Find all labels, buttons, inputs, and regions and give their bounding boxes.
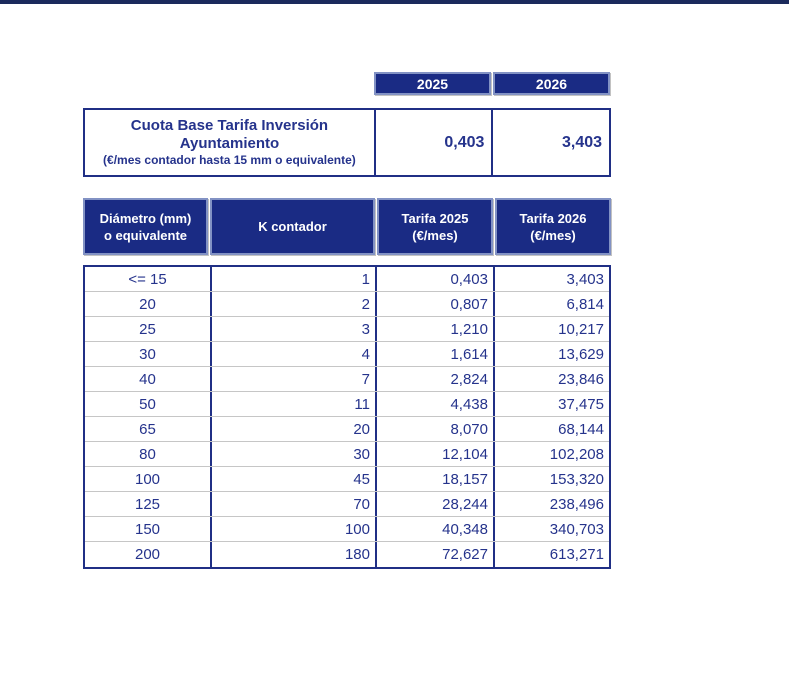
column-header-tarifa-2026 <box>495 198 611 255</box>
cell-diametro: 65 <box>139 420 156 438</box>
cell-diametro: 200 <box>134 546 161 563</box>
cell-k-contador: 1 <box>210 267 375 291</box>
cell-k-contador: 3 <box>210 317 375 341</box>
cell-diametro: 150 <box>134 520 161 538</box>
cell-tarifa-2026: 68,144 <box>493 417 609 441</box>
cell-tarifa-2025: 12,104 <box>375 442 493 466</box>
cell-diametro: <= 15 <box>128 270 167 288</box>
cell-tarifa-2025: 72,627 <box>375 542 493 567</box>
column-header-line: (€/mes) <box>530 227 576 243</box>
cell-k-contador: 180 <box>210 542 375 567</box>
table-row <box>85 467 609 492</box>
cell-k-contador: 20 <box>210 417 375 441</box>
cell-tarifa-2026: 23,846 <box>493 367 609 391</box>
cell-k-contador: 70 <box>210 492 375 516</box>
table-row <box>85 367 609 392</box>
cell-tarifa-2025: 4,438 <box>375 392 493 416</box>
column-header-tarifa-2025 <box>377 198 493 255</box>
year-header-row <box>374 72 610 95</box>
cell-tarifa-2026: 613,271 <box>493 542 609 567</box>
column-header-line: Tarifa 2025 <box>401 210 469 226</box>
cell-tarifa-2025: 8,070 <box>375 417 493 441</box>
column-header-k-contador <box>210 198 375 255</box>
cuota-value-2025: 0,403 <box>374 110 492 175</box>
cell-tarifa-2026: 37,475 <box>493 392 609 416</box>
table-row <box>85 492 609 517</box>
cell-tarifa-2026: 6,814 <box>493 292 609 316</box>
column-header-line: o equivalente <box>103 227 188 243</box>
cuota-base-title <box>85 110 374 175</box>
cell-tarifa-2025: 0,403 <box>375 267 493 291</box>
cell-diametro: 30 <box>139 345 156 363</box>
cell-tarifa-2025: 1,210 <box>375 317 493 341</box>
cell-tarifa-2025: 40,348 <box>375 517 493 541</box>
column-header-line: K contador <box>258 219 327 234</box>
cuota-value-2026: 3,403 <box>491 110 609 175</box>
table-row <box>85 292 609 317</box>
table-row <box>85 392 609 417</box>
cell-tarifa-2026: 238,496 <box>493 492 609 516</box>
table-header-row <box>83 198 611 255</box>
cell-diametro: 100 <box>134 470 161 488</box>
cell-k-contador: 45 <box>210 467 375 491</box>
cell-tarifa-2025: 28,244 <box>375 492 493 516</box>
cuota-base-box <box>83 108 611 177</box>
column-header-diametro <box>83 198 208 255</box>
cell-diametro: 25 <box>139 320 156 338</box>
table-row <box>85 542 609 567</box>
cell-tarifa-2026: 13,629 <box>493 342 609 366</box>
cell-k-contador: 4 <box>210 342 375 366</box>
cell-diametro: 80 <box>139 445 156 463</box>
cell-diametro: 50 <box>139 395 156 413</box>
cell-diametro: 40 <box>139 370 156 388</box>
cuota-title-line1: Cuota Base Tarifa Inversión <box>130 117 329 134</box>
cell-tarifa-2025: 0,807 <box>375 292 493 316</box>
cell-k-contador: 100 <box>210 517 375 541</box>
cell-diametro: 20 <box>139 295 156 313</box>
tariff-table <box>83 265 611 569</box>
table-row <box>85 442 609 467</box>
cell-k-contador: 7 <box>210 367 375 391</box>
column-header-line: Diámetro (mm) <box>99 210 192 226</box>
cell-tarifa-2025: 2,824 <box>375 367 493 391</box>
cuota-title-line2: Ayuntamiento <box>179 135 280 152</box>
table-row <box>85 267 609 292</box>
column-header-line: (€/mes) <box>412 227 458 243</box>
cell-tarifa-2026: 3,403 <box>493 267 609 291</box>
cell-tarifa-2026: 153,320 <box>493 467 609 491</box>
window-top-border <box>0 0 789 4</box>
cell-tarifa-2026: 340,703 <box>493 517 609 541</box>
table-row <box>85 317 609 342</box>
cell-diametro: 125 <box>134 495 161 513</box>
cell-tarifa-2025: 18,157 <box>375 467 493 491</box>
table-row <box>85 342 609 367</box>
cell-k-contador: 11 <box>210 392 375 416</box>
cell-tarifa-2025: 1,614 <box>375 342 493 366</box>
column-header-line: Tarifa 2026 <box>519 210 587 226</box>
table-row <box>85 417 609 442</box>
cell-k-contador: 2 <box>210 292 375 316</box>
year-header-2026: 2026 <box>493 72 610 95</box>
cuota-subtitle: (€/mes contador hasta 15 mm o equivalente) <box>103 153 356 167</box>
cell-tarifa-2026: 102,208 <box>493 442 609 466</box>
cell-k-contador: 30 <box>210 442 375 466</box>
table-row <box>85 517 609 542</box>
cell-tarifa-2026: 10,217 <box>493 317 609 341</box>
year-header-2025: 2025 <box>374 72 491 95</box>
